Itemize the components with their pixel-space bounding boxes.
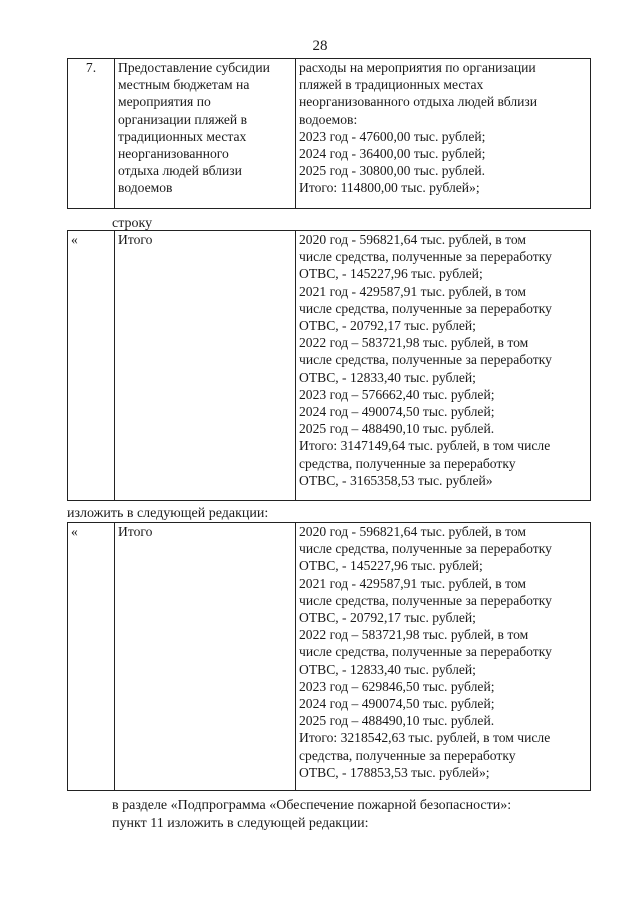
- total-line: ОТВС, - 20792,17 тыс. рублей;: [299, 318, 476, 334]
- total-line: 2023 год – 576662,40 тыс. рублей;: [299, 386, 495, 402]
- measure-line: местным бюджетам на: [118, 77, 250, 93]
- total-line: 2025 год – 488490,10 тыс. рублей.: [299, 713, 495, 729]
- total-line: ОТВС, - 145227,96 тыс. рублей;: [299, 558, 483, 574]
- total-line: числе средства, полученные за переработку: [299, 352, 552, 368]
- opening-quote: «: [68, 523, 115, 791]
- expense-line: 2024 год - 36400,00 тыс. рублей;: [299, 146, 486, 162]
- note-row: строку: [112, 216, 153, 231]
- row-number: 7.: [68, 59, 115, 209]
- total-line: ОТВС, - 12833,40 тыс. рублей;: [299, 661, 476, 677]
- total-values-cell: [296, 231, 591, 501]
- measure-line: организации пляжей в: [118, 111, 248, 127]
- total-line: 2020 год - 596821,64 тыс. рублей, в том: [299, 232, 526, 247]
- item-edit-note: пункт 11 изложить в следующей редакции:: [112, 816, 369, 831]
- total-line: числе средства, полученные за переработку: [299, 644, 552, 660]
- expense-line: пляжей в традиционных местах: [299, 77, 484, 93]
- total-line: Итого: 3218542,63 тыс. рублей, в том числе: [299, 730, 551, 746]
- expense-line: расходы на мероприятия по организации: [299, 60, 536, 75]
- expense-cell: [296, 59, 591, 209]
- total-line: числе средства, полученные за переработку: [299, 249, 552, 265]
- total-line: числе средства, полученные за переработку: [299, 300, 552, 316]
- expense-line: 2025 год - 30800,00 тыс. рублей.: [299, 163, 486, 179]
- total-values-cell: [296, 523, 591, 791]
- total-line: ОТВС, - 178853,53 тыс. рублей»;: [299, 764, 490, 780]
- table-total-new: [67, 522, 591, 791]
- total-label: Итого: [115, 231, 296, 501]
- total-line: Итого: 3147149,64 тыс. рублей, в том числе: [299, 438, 551, 454]
- total-line: средства, полученные за переработку: [299, 747, 516, 763]
- total-line: 2021 год - 429587,91 тыс. рублей, в том: [299, 283, 526, 299]
- table-row-7: [67, 58, 591, 209]
- expense-line: Итого: 114800,00 тыс. рублей»;: [299, 180, 480, 196]
- page-number: 28: [312, 38, 328, 54]
- note-edit: изложить в следующей редакции:: [67, 506, 269, 521]
- total-line: числе средства, полученные за переработку: [299, 592, 552, 608]
- total-line: 2021 год - 429587,91 тыс. рублей, в том: [299, 575, 526, 591]
- measure-line: водоемов: [118, 180, 173, 196]
- total-line: 2024 год – 490074,50 тыс. рублей;: [299, 404, 495, 420]
- expense-line: неорганизованного отдыха людей вблизи: [299, 94, 538, 110]
- total-line: 2023 год – 629846,50 тыс. рублей;: [299, 678, 495, 694]
- total-line: средства, полученные за переработку: [299, 455, 516, 471]
- total-line: 2022 год – 583721,98 тыс. рублей, в том: [299, 335, 529, 351]
- measure-line: неорганизованного: [118, 146, 229, 162]
- total-line: 2020 год - 596821,64 тыс. рублей, в том: [299, 524, 526, 539]
- table-total-current: [67, 230, 591, 501]
- section-heading-note: в разделе «Подпрограмма «Обеспечение пожарной безопасности»:: [112, 798, 512, 813]
- measure-line: отдыха людей вблизи: [118, 163, 242, 179]
- measure-line: традиционных местах: [118, 128, 247, 144]
- total-label: Итого: [115, 523, 296, 791]
- expense-line: 2023 год - 47600,00 тыс. рублей;: [299, 128, 486, 144]
- total-line: ОТВС, - 3165358,53 тыс. рублей»: [299, 472, 493, 488]
- total-line: ОТВС, - 12833,40 тыс. рублей;: [299, 369, 476, 385]
- total-line: числе средства, полученные за переработку: [299, 541, 552, 557]
- measure-line: Предоставление субсидии: [118, 60, 270, 75]
- total-line: 2025 год – 488490,10 тыс. рублей.: [299, 421, 495, 437]
- total-line: 2022 год – 583721,98 тыс. рублей, в том: [299, 627, 529, 643]
- opening-quote: «: [68, 231, 115, 501]
- total-line: ОТВС, - 20792,17 тыс. рублей;: [299, 610, 476, 626]
- total-line: 2024 год – 490074,50 тыс. рублей;: [299, 696, 495, 712]
- measure-line: мероприятия по: [118, 94, 211, 110]
- measure-cell: [115, 59, 296, 209]
- expense-line: водоемов:: [299, 111, 358, 127]
- total-line: ОТВС, - 145227,96 тыс. рублей;: [299, 266, 483, 282]
